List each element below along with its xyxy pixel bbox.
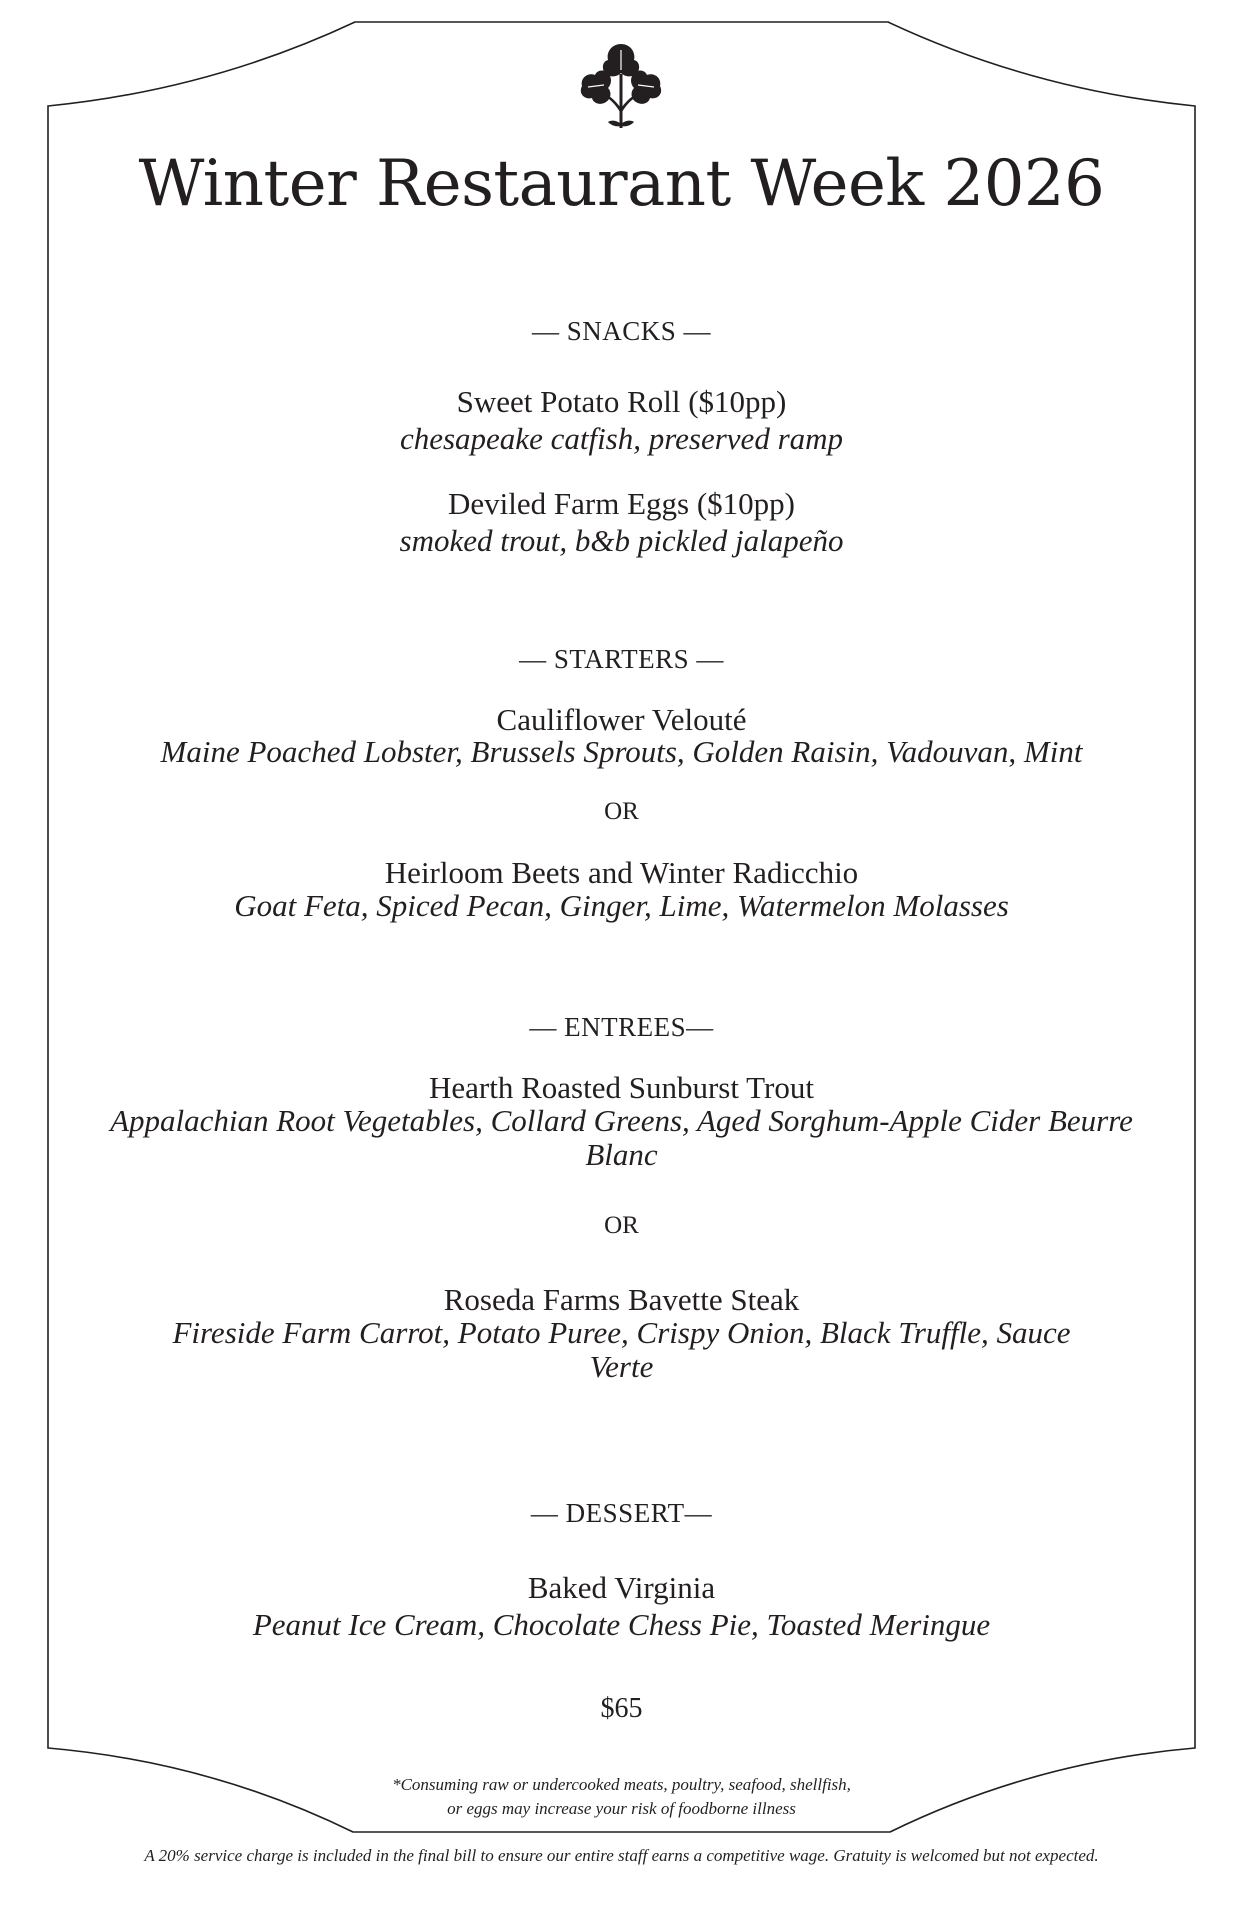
dish-description: Fireside Farm Carrot, Potato Puree, Crispy Onion, Black Truffle, Sauce Verte (172, 1315, 1071, 1384)
section-heading-snacks: — SNACKS — (531, 316, 712, 346)
dish-name: Heirloom Beets and Winter Radicchio (384, 855, 859, 890)
or-divider: OR (604, 798, 639, 825)
dish-name: Baked Virginia (527, 1570, 716, 1605)
disclaimer-line: or eggs may increase your risk of foodborne illness (447, 1799, 796, 1818)
dish-description: chesapeake catfish, preserved ramp (399, 421, 844, 456)
dish-description: Peanut Ice Cream, Chocolate Chess Pie, Toasted Meringue (252, 1607, 991, 1642)
dish-name: Cauliflower Velouté (496, 702, 747, 737)
dish-name: Hearth Roasted Sunburst Trout (429, 1070, 814, 1105)
dish-name: Sweet Potato Roll ($10pp) (456, 384, 787, 419)
trefoil-leaf-icon (576, 40, 666, 140)
section-heading-entrees: — ENTREES— (529, 1012, 714, 1042)
disclaimer-line: *Consuming raw or undercooked meats, poultry, seafood, shellfish, (392, 1775, 851, 1794)
service-charge-note: A 20% service charge is included in the final bill to ensure our entire staff earns a competitive wage. Gratuity is welcomed but not expected. (144, 1846, 1099, 1865)
dish-name: Deviled Farm Eggs ($10pp) (448, 486, 795, 521)
or-divider: OR (604, 1212, 639, 1239)
menu-title: Winter Restaurant Week 2026 (138, 147, 1105, 221)
menu-price: $65 (600, 1693, 643, 1724)
dish-description: Appalachian Root Vegetables, Collard Greens, Aged Sorghum-Apple Cider Beurre Blanc (110, 1103, 1133, 1172)
section-heading-dessert: — DESSERT— (530, 1498, 713, 1528)
dish-description: Maine Poached Lobster, Brussels Sprouts, Golden Raisin, Vadouvan, Mint (160, 734, 1083, 769)
dish-description: Goat Feta, Spiced Pecan, Ginger, Lime, Watermelon Molasses (234, 888, 1009, 923)
dish-name: Roseda Farms Bavette Steak (443, 1282, 800, 1317)
dish-description: smoked trout, b&b pickled jalapeño (399, 523, 844, 558)
food-safety-disclaimer (300, 1773, 943, 1821)
section-heading-starters: — STARTERS — (519, 644, 724, 674)
